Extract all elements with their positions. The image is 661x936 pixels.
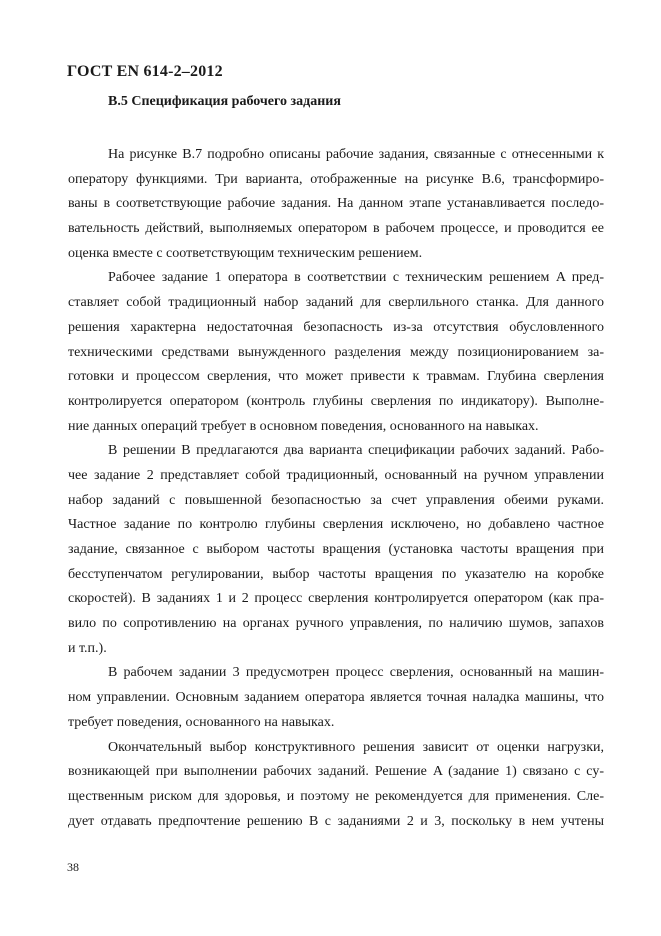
text-line: техническими средствами вынужденного разделения между позиционированием за- xyxy=(68,344,604,360)
section-title: B.5 Спецификация рабочего задания xyxy=(108,94,341,109)
text-line: ном управлении. Основным заданием оператора является точная наладка машины, что xyxy=(68,690,604,706)
text-line: и т.п.). xyxy=(68,640,107,656)
paragraph xyxy=(68,736,604,835)
text-line: щественным риском для здоровья, и поэтому не рекомендуется для применения. Сле- xyxy=(68,788,604,804)
paragraph xyxy=(68,439,604,661)
document-header: ГОСТ EN 614-2–2012 xyxy=(67,63,223,80)
text-line: Окончательный выбор конструктивного решения зависит от оценки нагрузки, xyxy=(108,739,604,755)
text-line: требует поведения, основанного на навыках. xyxy=(68,714,335,730)
text-line: вательность действий, выполняемых оператором в рабочем процессе, и проводится ее xyxy=(68,221,604,237)
text-line: возникающей при выполнении рабочих заданий. Решение A (задание 1) связано с су- xyxy=(68,764,604,780)
text-line: дует отдавать предпочтение решению B с заданиями 2 и 3, поскольку в нем учтены xyxy=(68,813,604,829)
text-line: В решении B предлагаются два варианта спецификации рабочих заданий. Рабо- xyxy=(108,443,604,459)
text-line: ваны в соответствующие рабочие задания. На данном этапе устанавливается последо- xyxy=(68,196,604,212)
text-line: ставляет собой традиционный набор заданий для сверлильного станка. Для данного xyxy=(68,295,604,311)
text-line: оценка вместе с соответствующим техническим решением. xyxy=(68,245,423,261)
paragraph xyxy=(68,266,604,439)
text-line: Частное задание по контролю глубины сверления исключено, но добавлено частное xyxy=(68,517,604,533)
page-number: 38 xyxy=(67,860,79,874)
text-line: контролируется оператором (контроль глубины сверления по индикатору). Выполне- xyxy=(68,393,604,409)
paragraph xyxy=(68,661,604,735)
text-line: задание, связанное с выбором частоты вращения (установка частоты вращения при xyxy=(68,542,604,557)
text-line: На рисунке B.7 подробно описаны рабочие задания, связанные с отнесенными к xyxy=(108,147,604,162)
text-line: Рабочее задание 1 оператора в соответствии с техническим решением A пред- xyxy=(108,270,604,286)
text-line: ние данных операций требует в основном поведения, основанного на навыках. xyxy=(68,418,539,434)
text-line: бесступенчатом регулировании, выбор частоты вращения по указателю на коробке xyxy=(68,566,604,582)
text-line: решения характерна недостаточная безопасность из-за отсутствия обусловленного xyxy=(68,319,604,335)
text-line: вило по сопротивлению на органах ручного управления, по наличию шумов, запахов xyxy=(68,616,604,632)
text-line: готовки и процессом сверления, что может привести к травмам. Глубина сверления xyxy=(68,369,604,385)
text-line: оператору функциями. Три варианта, отображенные на рисунке B.6, трансформиро- xyxy=(68,171,604,187)
text-line: скоростей). В заданиях 1 и 2 процесс сверления контролируется оператором (как пра- xyxy=(68,591,604,607)
text-line: чее задание 2 представляет собой традиционный, основанный на ручном управлении xyxy=(68,467,604,483)
paragraph xyxy=(68,143,604,266)
text-line: набор заданий с повышенной безопасностью за счет управления обеими руками. xyxy=(68,492,604,508)
document-body xyxy=(68,143,604,834)
text-line: В рабочем задании 3 предусмотрен процесс сверления, основанный на машин- xyxy=(108,665,604,681)
